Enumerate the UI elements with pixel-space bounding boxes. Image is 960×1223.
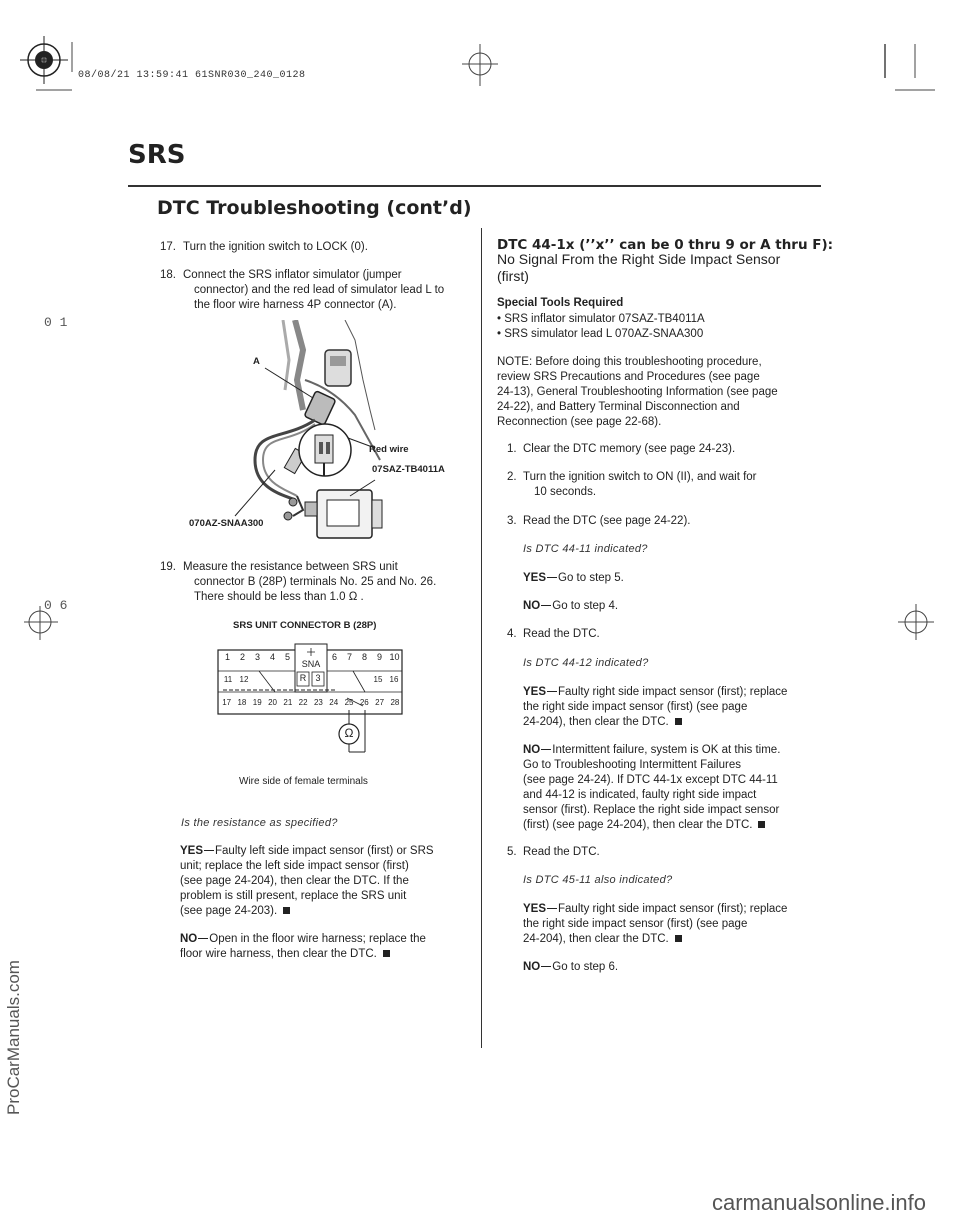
tool-item: • SRS inflator simulator 07SAZ-TB4011A — [497, 313, 705, 325]
pin: 12 — [239, 675, 249, 684]
step-text: Turn the ignition switch to LOCK (0). — [183, 241, 368, 253]
yes-label: YES — [523, 572, 547, 584]
note-line: NOTE: Before doing this troubleshooting procedure, — [497, 356, 762, 368]
dash — [541, 605, 551, 606]
step-number: 5. — [507, 846, 517, 858]
dash — [547, 908, 557, 909]
dash — [547, 691, 557, 692]
dash — [198, 938, 208, 939]
pin: 20 — [268, 698, 277, 707]
end-mark-icon — [675, 935, 682, 942]
answer-line: (first) (see page 24-204), then clear the DTC. — [523, 819, 753, 831]
step-line: Connect the SRS inflator simulator (jumper — [183, 269, 402, 281]
dash — [541, 749, 551, 750]
header-rule — [128, 185, 821, 187]
note-line: 24-13), General Troubleshooting Information (see page — [497, 386, 778, 398]
step-number: 19. — [160, 561, 176, 573]
answer-line: sensor (first). Replace the right side impact sensor — [523, 804, 780, 816]
connector-row2-right — [370, 675, 402, 684]
pin: 23 — [313, 698, 323, 707]
step-line: connector) and the red lead of simulator lead L to — [194, 284, 445, 296]
pin: 28 — [390, 698, 400, 707]
pin: 7 — [346, 652, 352, 662]
pin: 5 — [284, 652, 290, 662]
step-text: Clear the DTC memory (see page 24-23). — [523, 443, 736, 455]
note-line: 24-22), and Battery Terminal Disconnection and — [497, 401, 740, 413]
step-text — [523, 470, 757, 500]
connector-box-3: 3 — [315, 673, 321, 683]
answer-yes-step3 — [523, 571, 624, 586]
pin: 15 — [373, 675, 383, 684]
answer-line: unit; replace the left side impact sensor (first) — [180, 860, 409, 872]
answer-yes-step5 — [523, 902, 787, 947]
pin: 27 — [375, 698, 385, 707]
figure-label-red-wire: Red wire — [369, 444, 409, 455]
pin: 3 — [254, 652, 260, 662]
connector-diagram — [215, 642, 405, 762]
yes-label: YES — [523, 903, 547, 915]
side-watermark: ProCarManuals.com — [4, 960, 23, 1115]
dtc-description — [497, 251, 780, 285]
question-dtc-44-12: Is DTC 44-12 indicated? — [523, 657, 649, 669]
step-text — [183, 268, 444, 313]
answer-line: Go to step 5. — [558, 572, 624, 584]
connector-caption: Wire side of female terminals — [239, 776, 368, 787]
margin-marker-bottom: 0 6 — [44, 598, 68, 613]
step-text: Read the DTC. — [523, 846, 600, 858]
pin: 26 — [359, 698, 369, 707]
figure-label-lead: 070AZ-SNAA300 — [189, 518, 264, 529]
answer-line: (see page 24-204), then clear the DTC. If the — [180, 875, 409, 887]
answer-yes-step4 — [523, 685, 787, 730]
pin: 18 — [237, 698, 247, 707]
connector-row1 — [220, 652, 295, 662]
answer-line: 24-204), then clear the DTC. — [523, 716, 669, 728]
step-number: 17. — [160, 241, 176, 253]
tool-item: • SRS simulator lead L 070AZ-SNAA300 — [497, 328, 704, 340]
column-divider — [481, 228, 482, 1048]
pin: 8 — [361, 652, 367, 662]
tools-heading: Special Tools Required — [497, 297, 624, 309]
section-title: SRS — [128, 140, 186, 170]
figure-label-simulator: 07SAZ-TB4011A — [372, 464, 445, 475]
step-text — [183, 560, 436, 605]
step-line: 10 seconds. — [534, 486, 597, 498]
answer-line: Faulty left side impact sensor (first) or SRS — [215, 845, 434, 857]
question-dtc-44-11: Is DTC 44-11 indicated? — [523, 543, 648, 555]
step-text: Read the DTC (see page 24-22). — [523, 515, 691, 527]
pin: 9 — [376, 652, 382, 662]
pin: 2 — [239, 652, 245, 662]
margin-marker-top: 0 1 — [44, 315, 68, 330]
answer-line: (see page 24-203). — [180, 905, 278, 917]
answer-yes-left — [180, 844, 434, 919]
ohmmeter-icon: Ω — [344, 726, 354, 740]
answer-line: and 44-12 is indicated, faulty right side impact — [523, 789, 757, 801]
page-title: DTC Troubleshooting (cont’d) — [157, 197, 472, 219]
end-mark-icon — [383, 950, 390, 957]
answer-line: the right side impact sensor (first) (see page — [523, 918, 748, 930]
dash — [547, 577, 557, 578]
connector-box-r: R — [299, 673, 307, 683]
answer-no-step3 — [523, 599, 618, 614]
dtc-heading: DTC 44-1x (’’x’’ can be 0 thru 9 or A thru F): — [497, 237, 834, 253]
answer-line: (see page 24-24). If DTC 44-1x except DTC 44-11 — [523, 774, 778, 786]
answer-line: the right side impact sensor (first) (see page — [523, 701, 748, 713]
no-label: NO — [180, 933, 198, 945]
answer-line: 24-204), then clear the DTC. — [523, 933, 669, 945]
answer-line: Faulty right side impact sensor (first); replace — [558, 903, 788, 915]
pin: 24 — [329, 698, 339, 707]
pin: 17 — [222, 698, 232, 707]
step-number: 3. — [507, 515, 517, 527]
connector-code: SNA — [301, 659, 321, 669]
connector-row1-right — [327, 652, 402, 662]
yes-label: YES — [523, 686, 547, 698]
step-line: Measure the resistance between SRS unit — [183, 561, 398, 573]
answer-no-step5 — [523, 960, 618, 975]
end-mark-icon — [758, 821, 765, 828]
note — [497, 355, 778, 430]
dtc-description-line: No Signal From the Right Side Impact Sensor — [497, 251, 781, 267]
question-dtc-45-11: Is DTC 45-11 also indicated? — [523, 874, 673, 886]
step-text: Read the DTC. — [523, 628, 600, 640]
step-number: 1. — [507, 443, 517, 455]
pin: 21 — [283, 698, 293, 707]
answer-line: Go to step 6. — [552, 961, 619, 973]
step-line: Turn the ignition switch to ON (II), and wait for — [523, 471, 757, 483]
no-label: NO — [523, 744, 541, 756]
connector-row2 — [220, 675, 252, 684]
pin: 6 — [331, 652, 337, 662]
no-label: NO — [523, 961, 541, 973]
step-line: connector B (28P) terminals No. 25 and No. 26. — [194, 576, 437, 588]
pin: 11 — [223, 675, 233, 684]
question-resistance: Is the resistance as specified? — [181, 817, 338, 829]
yes-label: YES — [180, 845, 204, 857]
connector-title: SRS UNIT CONNECTOR B (28P) — [233, 620, 377, 631]
dtc-description-line: (first) — [497, 268, 529, 284]
step-line: There should be less than 1.0 Ω . — [194, 591, 364, 603]
step-number: 4. — [507, 628, 517, 640]
step-line: the floor wire harness 4P connector (A). — [194, 299, 397, 311]
pin: 1 — [224, 652, 230, 662]
bottom-watermark: carmanualsonline.info — [712, 1190, 927, 1215]
answer-line: Go to step 4. — [552, 600, 619, 612]
answer-line: Faulty right side impact sensor (first); replace — [558, 686, 788, 698]
pin: 16 — [389, 675, 399, 684]
step-number: 2. — [507, 471, 517, 483]
dash — [204, 850, 214, 851]
no-label: NO — [523, 600, 541, 612]
pin: 25 — [344, 698, 354, 707]
answer-line: Open in the floor wire harness; replace the — [209, 933, 426, 945]
pin: 10 — [389, 652, 400, 662]
step-number: 18. — [160, 269, 176, 281]
note-line: review SRS Precautions and Procedures (see page — [497, 371, 760, 383]
tools-list — [497, 312, 705, 342]
answer-line: floor wire harness, then clear the DTC. — [180, 948, 377, 960]
answer-line: problem is still present, replace the SRS unit — [180, 890, 407, 902]
pin: 22 — [298, 698, 308, 707]
answer-no-left — [180, 932, 426, 962]
pin: 4 — [269, 652, 275, 662]
figure-label-a: A — [253, 356, 260, 367]
note-line: Reconnection (see page 22-68). — [497, 416, 662, 428]
end-mark-icon — [283, 907, 290, 914]
pin: 19 — [252, 698, 262, 707]
connector-row3 — [219, 698, 403, 707]
answer-line: Intermittent failure, system is OK at this time. — [552, 744, 781, 756]
answer-line: Go to Troubleshooting Intermittent Failures — [523, 759, 741, 771]
answer-no-step4 — [523, 743, 780, 833]
print-stamp: 08/08/21 13:59:41 61SNR030_240_0128 — [78, 70, 306, 81]
simulator-connection-illustration — [185, 320, 475, 540]
dash — [541, 966, 551, 967]
end-mark-icon — [675, 718, 682, 725]
